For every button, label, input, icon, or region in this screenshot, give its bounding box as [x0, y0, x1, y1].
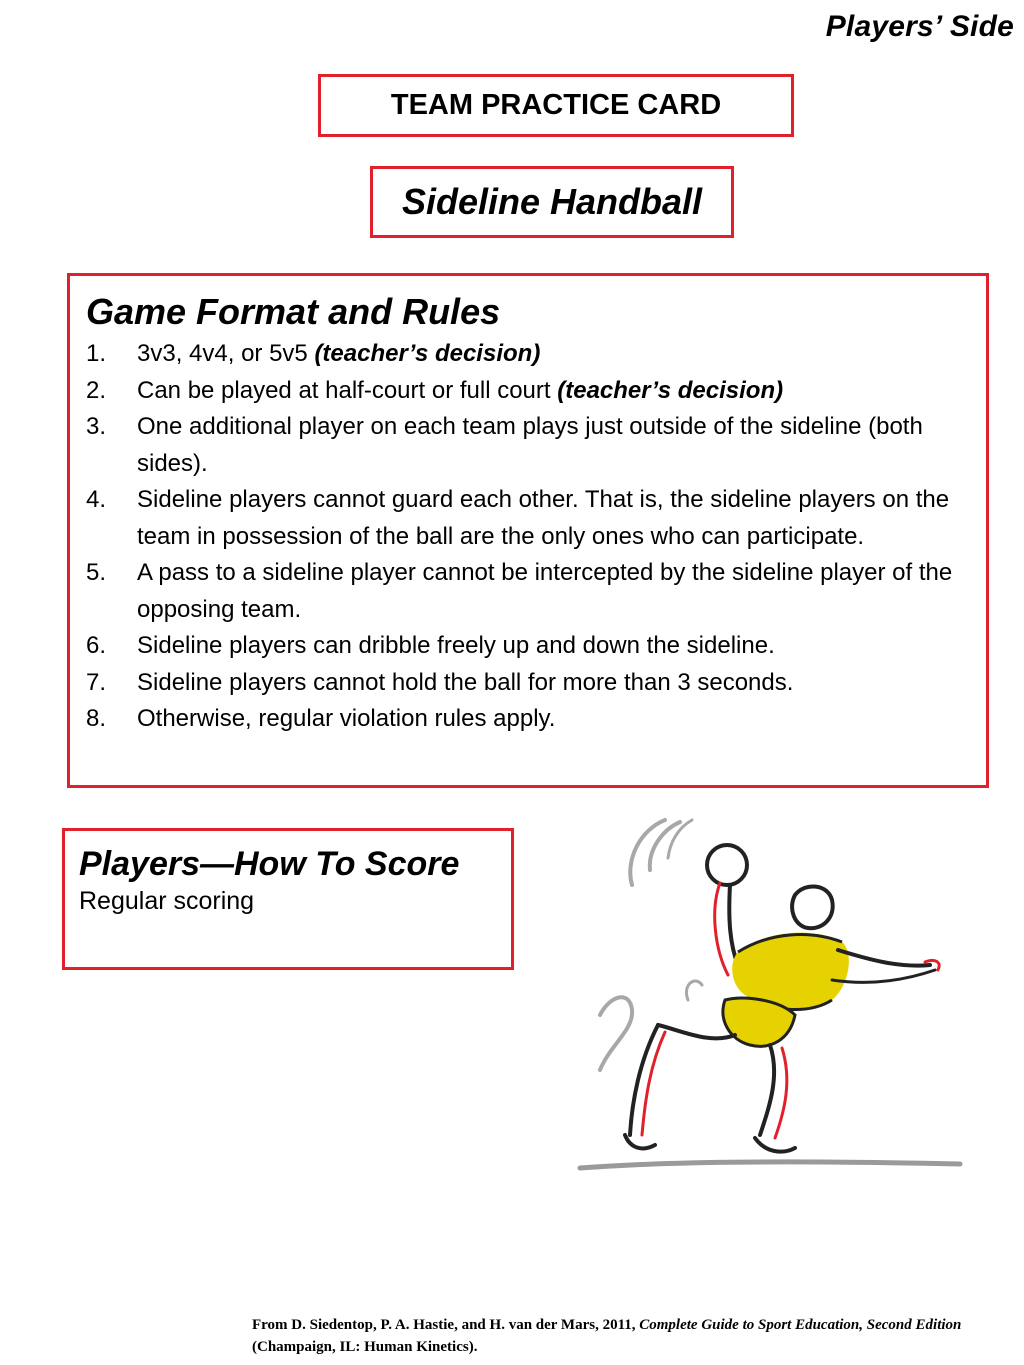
rule-text-body: 3v3, 4v4, or 5v5	[137, 340, 315, 367]
rule-text	[137, 373, 972, 410]
rule-text: Sideline players cannot guard each other. That is, the sideline players on the team in possession of the ball are the only ones who can participate.	[137, 486, 950, 550]
players-side-label: Players’ Side	[825, 10, 1014, 43]
rule-item	[84, 665, 972, 702]
rule-number: 6.	[86, 632, 107, 659]
rule-emphasis: (teacher’s decision)	[314, 340, 541, 367]
rule-emphasis: (teacher’s decision)	[557, 376, 784, 404]
rule-number: 5.	[86, 559, 107, 586]
rule-item	[84, 336, 972, 373]
scoring-heading: Players—How To Score	[79, 845, 460, 883]
scoring-box	[62, 828, 514, 970]
rule-number: 1.	[86, 340, 107, 367]
game-name-box	[370, 166, 734, 238]
rule-text: Sideline players cannot hold the ball for more than 3 seconds.	[137, 668, 794, 696]
rule-number: 3.	[86, 413, 107, 440]
citation-suffix: (Champaign, IL: Human Kinetics).	[252, 1339, 478, 1355]
handball-player-drawing	[570, 800, 970, 1190]
rule-text	[137, 336, 972, 373]
game-name: Sideline Handball	[401, 181, 703, 222]
rule-text: A pass to a sideline player cannot be intercepted by the sideline player of the opposing team.	[137, 559, 953, 623]
rule-item	[84, 482, 972, 555]
rule-number: 4.	[86, 486, 107, 513]
rule-text-body: Can be played at half-court or full court	[137, 376, 558, 404]
handball-player-icon	[570, 800, 970, 1190]
rule-number: 8.	[86, 705, 107, 732]
rule-text: One additional player on each team plays just outside of the sideline (both sides).	[137, 413, 923, 477]
scoring-text: Regular scoring	[79, 887, 255, 915]
rule-number: 7.	[86, 668, 107, 696]
rules-list	[84, 336, 972, 738]
rule-text: Sideline players can dribble freely up and down the sideline.	[137, 632, 775, 659]
rules-box	[67, 273, 989, 788]
card-title: TEAM PRACTICE CARD	[390, 89, 722, 121]
rule-item	[84, 373, 972, 410]
rule-item	[84, 628, 972, 665]
rule-number: 2.	[86, 376, 107, 404]
rule-item	[84, 555, 972, 628]
rule-text: Otherwise, regular violation rules apply.	[137, 705, 556, 732]
rule-item	[84, 409, 972, 482]
rule-item	[84, 701, 972, 738]
citation	[252, 1314, 972, 1358]
citation-title: Complete Guide to Sport Education, Second Edition	[639, 1317, 962, 1333]
rules-heading: Game Format and Rules	[86, 291, 501, 332]
citation-prefix: From D. Siedentop, P. A. Hastie, and H. van der Mars, 2011,	[252, 1317, 640, 1333]
card-title-box	[318, 74, 794, 137]
